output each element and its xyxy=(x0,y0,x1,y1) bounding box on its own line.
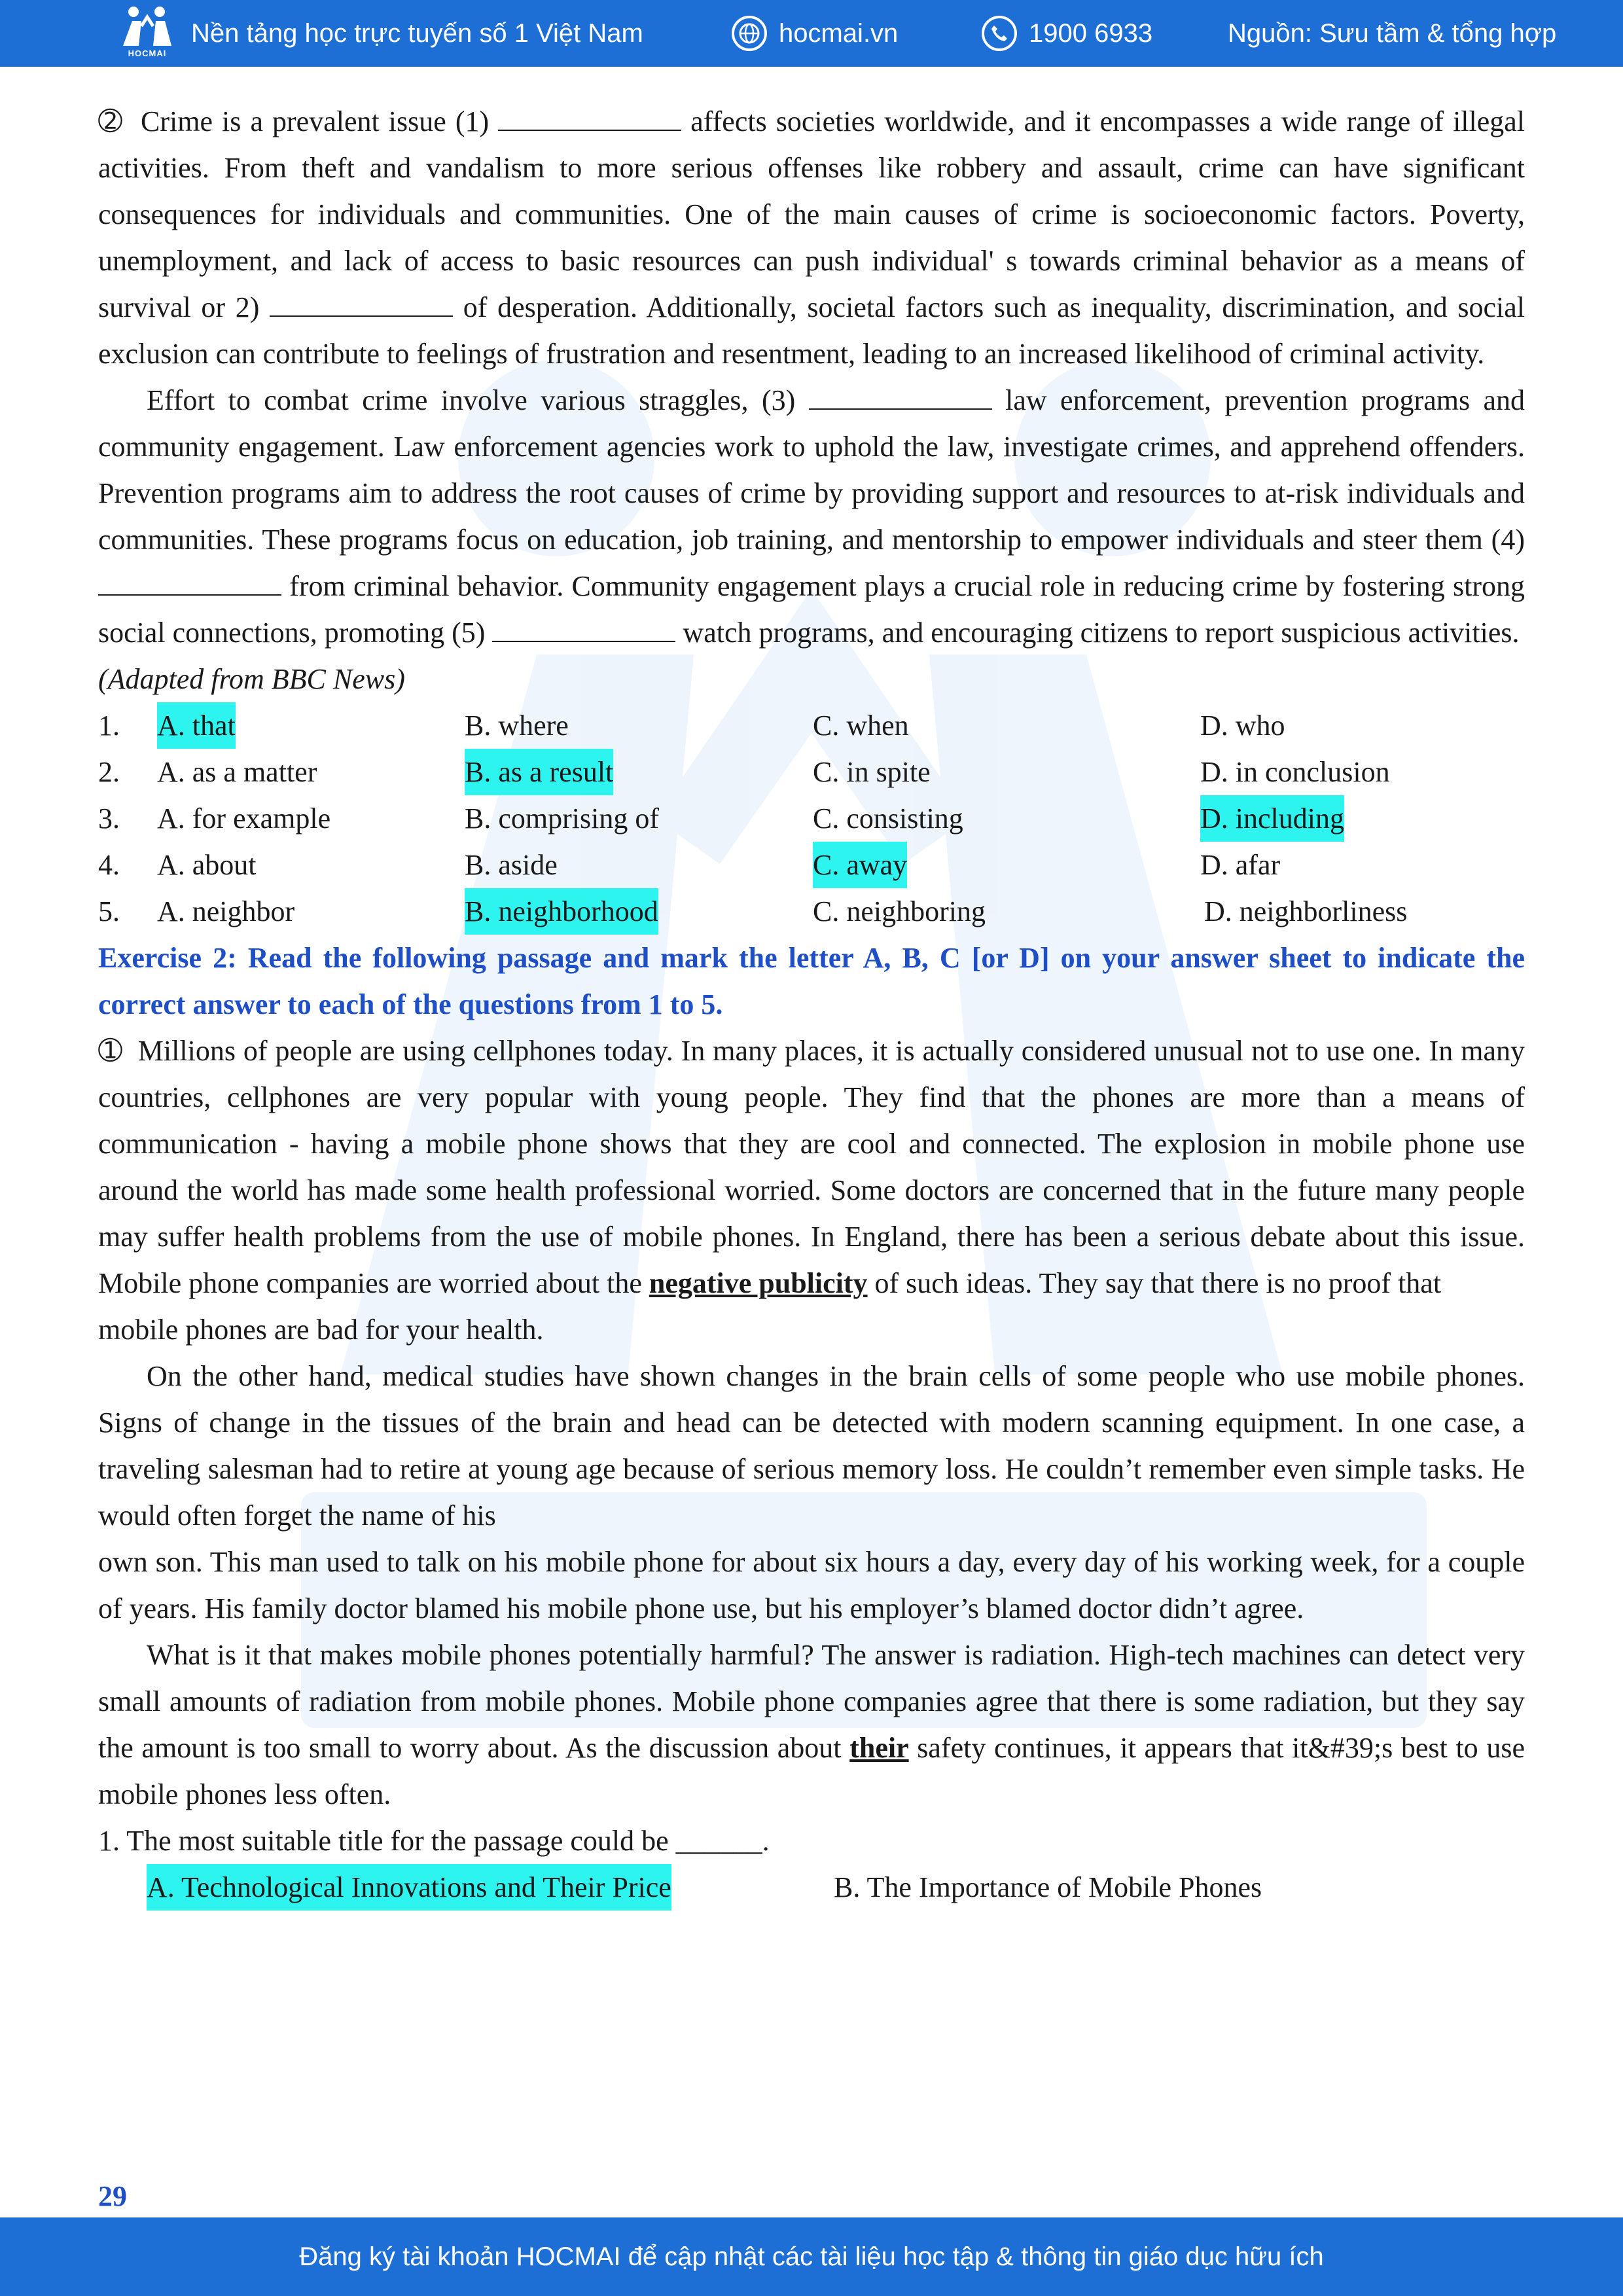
question-row-2 xyxy=(98,749,1525,795)
underlined-phrase: negative publicity xyxy=(649,1267,868,1299)
header-website[interactable] xyxy=(732,0,898,67)
question-row-3 xyxy=(98,795,1525,842)
option-c[interactable]: C. when xyxy=(813,709,909,742)
option-a[interactable]: A. as a matter xyxy=(157,756,317,788)
passage2-paragraph1-cont: mobile phones are bad for your health. xyxy=(98,1314,544,1346)
header-phone[interactable] xyxy=(982,0,1152,67)
option-c[interactable]: C. away xyxy=(813,842,907,888)
header-source: Nguồn: Sưu tầm & tổng hợp xyxy=(1228,18,1557,48)
page-content xyxy=(98,98,1525,1910)
hocmai-logo xyxy=(119,4,175,63)
question-row-5 xyxy=(98,888,1525,935)
phone-icon xyxy=(982,16,1017,51)
option-d[interactable]: D. in conclusion xyxy=(1200,756,1390,788)
passage2-paragraph2: On the other hand, medical studies have shown changes in the brain cells of some people who use mobile phones. Signs of change in the tissues of the brain and head can be detected with modern scanning equipment. In one case, a traveling salesman had to retire at young age because of serious memory loss. He couldn’t remember even simple tasks. He would often forget the name of his xyxy=(98,1360,1525,1532)
option-b[interactable]: B. comprising of xyxy=(465,802,659,834)
header-tagline: Nền tảng học trực tuyến số 1 Việt Nam xyxy=(191,18,643,48)
option-a[interactable]: A. about xyxy=(157,849,257,881)
option-b[interactable]: B. aside xyxy=(465,849,558,881)
footer-bar[interactable] xyxy=(0,2217,1623,2296)
exercise2-instruction: Exercise 2: Read the following passage and mark the letter A, B, C [or D] on your answer sheet to indicate the correct answer to each of the questions from 1 to 5. xyxy=(98,942,1525,1020)
website-label: hocmai.vn xyxy=(779,18,899,48)
passage2-paragraph2-cont: own son. This man used to talk on his mobile phone for about six hours a day, every day of his working week, for a couple of years. His family doctor blamed his mobile phone use, but his employer’s blamed doctor didn’t agree. xyxy=(98,1546,1525,1624)
header-bar xyxy=(0,0,1623,67)
question-number: 4. xyxy=(98,849,120,881)
footer-text: Đăng ký tài khoản HOCMAI để cập nhật các tài liệu học tập & thông tin giáo dục hữu ích xyxy=(299,2242,1324,2271)
passage2-marker: ➀ xyxy=(98,1035,122,1067)
passage1-marker: ➁ xyxy=(98,105,122,137)
blank-5 xyxy=(492,615,675,642)
option-d[interactable]: D. afar xyxy=(1200,849,1281,881)
question2-1-stem: 1. The most suitable title for the passage could be ______. xyxy=(98,1825,770,1857)
passage2-paragraph3: What is it that makes mobile phones potentially harmful? The answer is radiation. High-tech machines can detect very small amounts of radiation from mobile phones. Mobile phone companies agree that there is some radiation, but they say the amount is too small to worry about. As the discussion about their safety continues, it appears that it&#39;s best to use mobile phones less often. xyxy=(98,1639,1525,1810)
option-a[interactable]: A. that xyxy=(157,702,236,749)
blank-4 xyxy=(98,568,281,596)
blank-2 xyxy=(270,289,453,317)
passage1-source: (Adapted from BBC News) xyxy=(98,663,405,695)
blank-1 xyxy=(498,103,681,131)
option-c[interactable]: C. neighboring xyxy=(813,895,986,927)
question-number: 1. xyxy=(98,709,120,742)
option-a[interactable]: A. neighbor xyxy=(157,895,295,927)
question2-1-options xyxy=(98,1864,1525,1910)
phone-label: 1900 6933 xyxy=(1029,18,1153,48)
option-d[interactable]: D. who xyxy=(1200,709,1285,742)
question-row-1 xyxy=(98,702,1525,749)
page-number: 29 xyxy=(98,2180,127,2212)
question-number: 5. xyxy=(98,895,120,927)
option-b[interactable]: B. where xyxy=(465,709,569,742)
logo-text: HOCMAI xyxy=(128,48,167,58)
option-d[interactable]: D. including xyxy=(1200,795,1344,842)
logo-people-icon xyxy=(119,4,175,48)
question-row-4 xyxy=(98,842,1525,888)
option-b[interactable]: B. neighborhood xyxy=(465,888,658,935)
option-b[interactable]: B. as a result xyxy=(465,749,613,795)
option-d[interactable]: D. neighborliness xyxy=(1204,895,1408,927)
passage1-paragraph2: Effort to combat crime involve various straggles, (3) law enforcement, prevention programs and community engagement. Law enforcement agencies work to uphold the law, investigate crimes, and apprehend offenders. Prevention programs aim to address the root causes of crime by providing support and resources to at-risk individuals and communities. These programs focus on education, job training, and mentorship to empower individuals and steer them (4) from criminal behavior. Community engagement plays a crucial role in reducing crime by fostering strong social connections, promoting (5) watch programs, and encouraging citizens to report suspicious activities. xyxy=(98,377,1525,656)
passage1-paragraph1: ➁ Crime is a prevalent issue (1) affects societies worldwide, and it encompasses a wide range of illegal activities. From theft and vandalism to more serious offenses like robbery and assault, crime can have significant consequences for individuals and communities. One of the main causes of crime is socioeconomic factors. Poverty, unemployment, and lack of access to basic resources can push individual' s towards criminal behavior as a means of survival or 2) of desperation. Additionally, societal factors such as inequality, discrimination, and social exclusion can contribute to feelings of frustration and resentment, leading to an increased likelihood of criminal activity. xyxy=(98,98,1525,377)
option-c[interactable]: C. consisting xyxy=(813,802,963,834)
globe-icon xyxy=(732,16,767,51)
option-a[interactable]: A. Technological Innovations and Their Price xyxy=(147,1864,671,1910)
underlined-word: their xyxy=(849,1732,909,1764)
option-c[interactable]: C. in spite xyxy=(813,756,931,788)
passage2-paragraph1: ➀ Millions of people are using cellphones today. In many places, it is actually considered unusual not to use one. In many countries, cellphones are very popular with young people. They find that the phones are more than a means of communication - having a mobile phone shows that they are cool and connected. The explosion in mobile phone use around the world has made some health professional worried. Some doctors are concerned that in the future many people may suffer health problems from the use of mobile phones. In England, there has been a serious debate about this issue. Mobile phone companies are worried about the negative publicity of such ideas. They say that there is no proof that xyxy=(98,1035,1525,1299)
option-a[interactable]: A. for example xyxy=(157,802,331,834)
option-b[interactable]: B. The Importance of Mobile Phones xyxy=(834,1871,1262,1903)
question-number: 3. xyxy=(98,802,120,834)
blank-3 xyxy=(809,382,992,410)
question-number: 2. xyxy=(98,756,120,788)
